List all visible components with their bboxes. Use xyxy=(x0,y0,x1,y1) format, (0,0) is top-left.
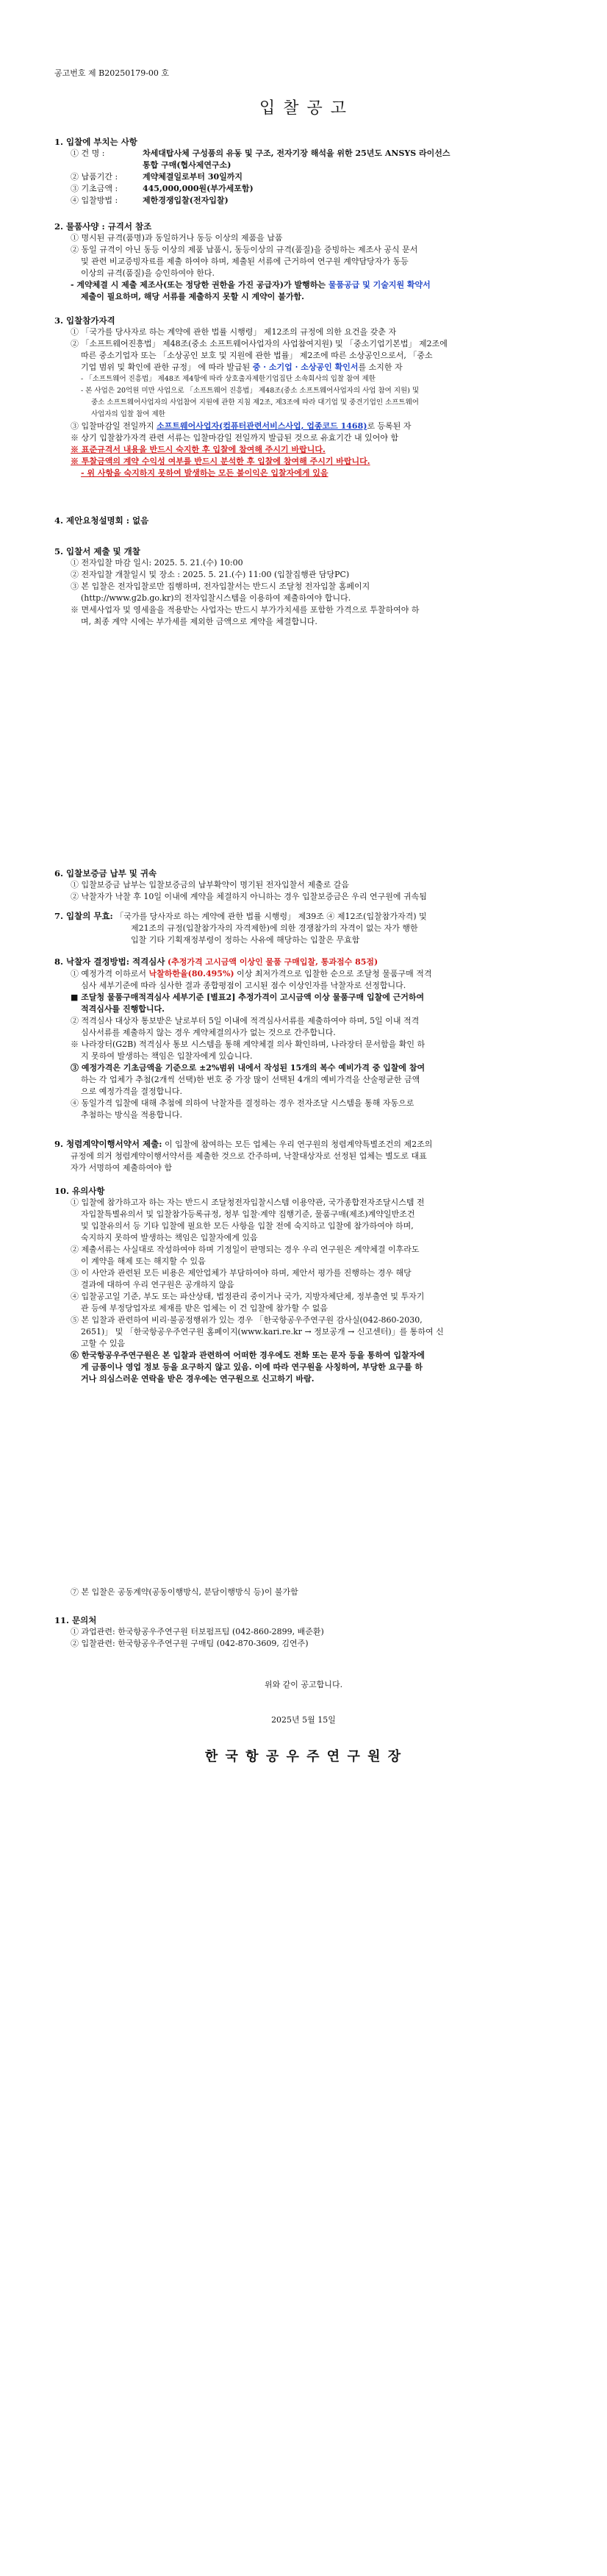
qualification-note: 중소 소프트웨어사업자의 사업참여 지원에 관한 지침 제2조, 제3조에 따라 대기업 및 중견기업인 소프트웨어 xyxy=(91,398,419,407)
section-2-heading: 2. 물품사양 : 규격서 참조 xyxy=(54,221,152,232)
award-line: ④ 동일가격 입찰에 대해 추첨에 의하여 낙찰자를 결정하는 경우 전자조달 시스템을 통해 자동으로 xyxy=(71,1098,414,1108)
section-5 xyxy=(54,545,554,628)
section-1-heading: 1. 입찰에 부치는 사항 xyxy=(54,137,137,147)
section-8 xyxy=(54,956,554,1121)
notice-date: 2025년 5월 15일 xyxy=(271,1715,336,1725)
item-name-label: ① 건 명 : xyxy=(71,149,105,158)
notice-line-bold: 거나 의심스러운 연락을 받은 경우에는 연구원으로 신고하기 바람. xyxy=(81,1374,315,1384)
notice-line: 고할 수 있음 xyxy=(81,1339,126,1348)
spec-line: - 계약체결 시 제출 제조사(또는 정당한 권한을 가진 공급자)가 발행하는 xyxy=(71,280,326,290)
section-6-heading: 6. 입찰보증금 납부 및 귀속 xyxy=(54,868,157,879)
qualification-note: - 「소프트웨어 진흥법」 제48조 제4항에 따라 상호출자제한기업집단 소속회사의 입찰 참여 제한 xyxy=(81,375,376,383)
integrity-line: 이 입찰에 참여하는 모든 업체는 우리 연구원의 청렴계약특별조건의 제2조의 xyxy=(164,1139,433,1149)
contact-line: ② 입찰관련: 한국항공우주연구원 구매팀 (042-870-3609, 김연주) xyxy=(71,1639,309,1648)
integrity-line: 규정에 의거 청렴계약이행서약서를 제출한 것으로 간주하며, 낙찰대상자로 선정된 업체는 별도로 대표 xyxy=(71,1151,427,1161)
section-9 xyxy=(54,1138,554,1174)
bid-method-label: ④ 입찰방법 : xyxy=(71,196,118,205)
submission-line: ③ 본 입찰은 전자입찰로만 집행하며, 전자입찰서는 반드시 조달청 전자입찰 홈페이지 xyxy=(71,582,370,591)
submission-line: ① 전자입찰 마감 일시: 2025. 5. 21.(수) 10:00 xyxy=(71,558,243,568)
section-7 xyxy=(54,910,554,946)
notice-line: ① 입찰에 참가하고자 하는 자는 반드시 조달청전자입찰시스템 이용약관, 국가종합전자조달시스템 전 xyxy=(71,1198,425,1207)
submission-line: 며, 최종 계약 시에는 부가세를 제외한 금액으로 계약을 체결합니다. xyxy=(81,617,317,626)
notice-line-bold: 게 금품이나 영업 정보 등을 요구하지 않고 있음. 이에 따라 연구원을 사칭하여, 부당한 요구를 하 xyxy=(81,1362,423,1372)
section-6 xyxy=(54,867,554,903)
notice-line: 결과에 대하여 우리 연구원은 공개하지 않음 xyxy=(81,1280,234,1289)
award-line: 심사서류를 제출하지 않는 경우 계약체결의사가 없는 것으로 간주합니다. xyxy=(81,1028,336,1037)
contact-line: ① 과업관련: 한국항공우주연구원 터보펌프팀 (042-860-2899, 배준환) xyxy=(71,1627,324,1636)
submission-line: (http://www.g2b.go.kr)의 전자입찰시스템을 이용하여 제출하여야 합니다. xyxy=(81,593,351,603)
award-line: 적격심사를 진행합니다. xyxy=(81,1004,165,1014)
base-amount-label: ③ 기초금액 : xyxy=(71,184,118,193)
qualification-line: 따른 중소기업자 또는 「소상공인 보호 및 지원에 관한 법률」 제2조에 따른 소상공인으로서, 「중소 xyxy=(81,351,433,360)
award-line: 하는 각 업체가 추첨(2개씩 선택)한 번호 중 가장 많이 선택된 4개의 예비가격을 산술평균한 금액 xyxy=(81,1075,420,1084)
section-5-heading: 5. 입찰서 제출 및 개찰 xyxy=(54,546,140,557)
qualification-line: ③ 입찰마감일 전일까지 xyxy=(71,421,154,431)
qualification-line: 를 소지한 자 xyxy=(358,362,403,372)
section-11-heading: 11. 문의처 xyxy=(54,1615,97,1625)
notice-line: 자입찰특별유의서 및 입찰참가등록규정, 청부 입찰·계약 집행기준, 물품구매(제조)계약일반조건 xyxy=(81,1209,415,1219)
notice-line: 이 계약을 해제 또는 해지할 수 있음 xyxy=(81,1256,206,1266)
section-1 xyxy=(54,136,554,207)
notice-line: ⑦ 본 입찰은 공동계약(공동이행방식, 분담이행방식 등)이 불가함 xyxy=(71,1587,298,1597)
award-line: ※ 나라장터(G2B) 적격심사 통보 시스템을 통해 계약체결 의사 확인하며, 나라장터 문서함을 확인 하 xyxy=(71,1040,425,1049)
section-3 xyxy=(54,315,554,479)
notice-line: 숙지하지 못하여 발생하는 책임은 입찰자에게 있음 xyxy=(81,1233,258,1242)
page-title: 입 찰 공 고 xyxy=(259,99,348,118)
section-7-heading: 7. 입찰의 무효: xyxy=(54,911,113,921)
spec-line: 제출이 필요하며, 해당 서류를 제출하지 못할 시 계약이 불가함. xyxy=(81,292,304,301)
award-highlight: 낙찰하한율(80.495%) xyxy=(148,969,234,978)
deposit-line: ② 낙찰자가 낙찰 후 10일 이내에 계약을 체결하지 아니하는 경우 입찰보증금은 우리 연구원에 귀속됨 xyxy=(71,892,427,901)
notice-line: 2651)」 및 「한국항공우주연구원 홈페이지(www.kari.re.kr → 정보공개 → 신고센터)」를 통하여 신 xyxy=(81,1327,444,1337)
award-line: 이상 최저가격으로 입찰한 순으로 조달청 물품구매 적격 xyxy=(237,969,432,978)
award-line: ■ 조달청 물품구매적격심사 세부기준 [별표2] 추정가격이 고시금액 이상 물품구매 입찰에 근거하여 xyxy=(71,992,425,1002)
section-10-heading: 10. 유의사항 xyxy=(54,1186,105,1196)
qualification-note: - 본 사업은 20억원 미만 사업으로 「소프트웨어 진흥법」 제48조(중소 소프트웨어사업자의 사업 참여 지원) 및 xyxy=(81,387,420,395)
section-11 xyxy=(54,1614,554,1650)
delivery-period-value: 계약체결일로부터 30일까지 xyxy=(143,172,243,182)
section-2 xyxy=(54,221,554,303)
invalid-bid-line: 입찰 기타 기획재정부령이 정하는 사유에 해당하는 입찰은 무효함 xyxy=(131,935,360,945)
award-line: 심사 세부기준에 따라 심사한 결과 종합평점이 고시된 점수 이상인자를 낙찰자로 선정합니다. xyxy=(81,981,406,990)
item-name-value: 차세대탑사체 구성품의 유동 및 구조, 전자기장 해석을 위한 25년도 ANSYS 라이선스 xyxy=(143,149,450,158)
award-line: 추첨하는 방식을 적용합니다. xyxy=(81,1110,183,1120)
qualification-line: ② 「소프트웨어진흥법」 제48조(중소 소프트웨어사업자의 사업참여지원) 및 「중소기업기본법」 제2조에 xyxy=(71,339,448,348)
integrity-line: 자가 서명하여 제출하여야 함 xyxy=(71,1163,173,1173)
invalid-bid-line: 제21조의 규정(입찰참가자의 자격제한)에 의한 경쟁참가의 자격이 없는 자가 행한 xyxy=(131,923,418,933)
qualification-line: 로 등록된 자 xyxy=(367,421,412,431)
warning-line: ※ 투찰금액의 계약 수익성 여부를 반드시 분석한 후 입찰에 참여해 주시기 바랍니다. xyxy=(71,457,370,466)
section-8-heading: 8. 낙찰자 결정방법: 적격심사 xyxy=(54,956,165,967)
qualification-note: 사업자의 입찰 참여 제한 xyxy=(91,410,165,418)
submission-line: ※ 면세사업자 및 영세율을 적용받는 사업자는 반드시 부가가치세를 포함한 가격으로 투찰하여야 하 xyxy=(71,605,420,615)
award-line: 지 못하여 발생하는 책임은 입찰자에게 있습니다. xyxy=(81,1051,253,1061)
spec-line: 이상의 규격(품질)을 승인하여야 한다. xyxy=(81,268,215,278)
notice-line: ② 제출서류는 사실대로 작성하여야 하며 기정일이 판명되는 경우 우리 연구원은 계약체결 이후라도 xyxy=(71,1245,420,1254)
qualification-line: ① 「국가를 당사자로 하는 계약에 관한 법률 시행령」 제12조의 규정에 의한 요건을 갖춘 자 xyxy=(71,327,397,337)
notice-line: ③ 이 사안과 관련된 모든 비용은 제안업체가 부담하여야 하며, 제안서 평가를 진행하는 경우 해당 xyxy=(71,1268,412,1278)
warning-line: - 위 사항을 숙지하지 못하여 발생하는 모든 불이익은 입찰자에게 있음 xyxy=(81,468,328,478)
notice-line-bold: ⑥ 한국항공우주연구원은 본 입찰과 관련하여 어떠한 경우에도 전화 또는 문자 등을 통하여 입찰자에 xyxy=(71,1350,425,1360)
base-amount-value: 445,000,000원(부가세포함) xyxy=(143,184,254,193)
deposit-line: ① 입찰보증금 납부는 입찰보증금의 납부확약이 명기된 전자입찰서 제출로 갈음 xyxy=(71,880,350,890)
invalid-bid-line: 「국가를 당사자로 하는 계약에 관한 법률 시행령」 제39조 ④ 제12조(입찰참가자격) 및 xyxy=(115,912,427,921)
section-4-heading: 4. 제안요청설명회 : 없음 xyxy=(54,515,149,526)
section-8-criteria: (추정가격 고시금액 이상인 물품 구매입찰, 통과점수 85점) xyxy=(167,957,378,967)
notice-line: ⑤ 본 입찰과 관련하여 비리·불공정행위가 있는 경우 「한국항공우주연구원 감사실(042-860-2030, xyxy=(71,1315,423,1325)
spec-line: 및 관련 비교증빙자료를 제출 하여야 하며, 제출된 서류에 근거하여 연구원 계약담당자가 동등 xyxy=(81,257,409,266)
closing-text: 위와 같이 공고합니다. xyxy=(264,1680,343,1689)
award-line: 으로 예정가격을 결정합니다. xyxy=(81,1087,183,1096)
bid-method-value: 제한경쟁입찰(전자입찰) xyxy=(143,196,229,205)
spec-line: ① 명시된 규격(품명)과 동일하거나 동등 이상의 제품을 납품 xyxy=(71,233,283,243)
signer: 한 국 항 공 우 주 연 구 원 장 xyxy=(204,1749,403,1764)
notice-number: 공고번호 제 B20250179-00 호 xyxy=(54,68,170,78)
qualification-highlight: 소프트웨어사업자(컴퓨터관련서비스사업, 업종코드 1468) xyxy=(157,421,367,431)
notice-line: 및 입찰유의서 등 기타 입찰에 필요한 모든 사항을 입찰 전에 숙지하고 입찰에 참가하여야 하며, xyxy=(81,1221,414,1231)
section-3-heading: 3. 입찰참가자격 xyxy=(54,315,115,326)
award-line: ③ 예정가격은 기초금액을 기준으로 ±2%범위 내에서 작성된 15개의 복수 예비가격 중 입찰에 참여 xyxy=(71,1063,425,1073)
award-line: ① 예정가격 이하로서 xyxy=(71,969,147,978)
delivery-period-label: ② 납품기간 : xyxy=(71,172,118,182)
submission-line: ② 전자입찰 개찰일시 및 장소 : 2025. 5. 21.(수) 11:00 (입찰집행관 담당PC) xyxy=(71,570,350,579)
section-9-heading: 9. 청렴계약이행서약서 제출: xyxy=(54,1139,162,1149)
item-name-value-cont: 통합 구매(협사제연구소) xyxy=(143,160,231,170)
award-line: ② 적격심사 대상자 통보받은 날로부터 5일 이내에 적격심사서류를 제출하여야 하며, 5일 이내 적격 xyxy=(71,1016,420,1026)
notice-line: 관 등에 부정당업자로 제재를 받은 업체는 이 건 입찰에 참가할 수 없음 xyxy=(81,1303,328,1313)
warning-line: ※ 표준규격서 내용을 반드시 숙지한 후 입찰에 참여해 주시기 바랍니다. xyxy=(71,445,326,454)
qualification-note: ※ 상기 입찰참가자격 관련 서류는 입찰마감일 전일까지 발급된 것으로 유효기간 내 있어야 함 xyxy=(71,433,399,443)
spec-line: ② 동일 규격이 아닌 동등 이상의 제품 납품시, 동등이상의 규격(품질)을 증빙하는 제조사 공식 문서 xyxy=(71,245,418,254)
qualification-line: 기업 범위 및 확인에 관한 규정」 에 따라 발급된 xyxy=(81,362,251,372)
spec-line-highlight: 물품공급 및 기술지원 확약서 xyxy=(328,280,431,290)
notice-line: ④ 입찰공고일 기준, 부도 또는 파산상태, 법정관리 중이거나 국가, 지방자체단체, 정부출연 및 투자기 xyxy=(71,1292,425,1301)
section-10 xyxy=(54,1185,554,1385)
qualification-highlight: 중 · 소기업 · 소상공인 확인서 xyxy=(252,362,359,372)
